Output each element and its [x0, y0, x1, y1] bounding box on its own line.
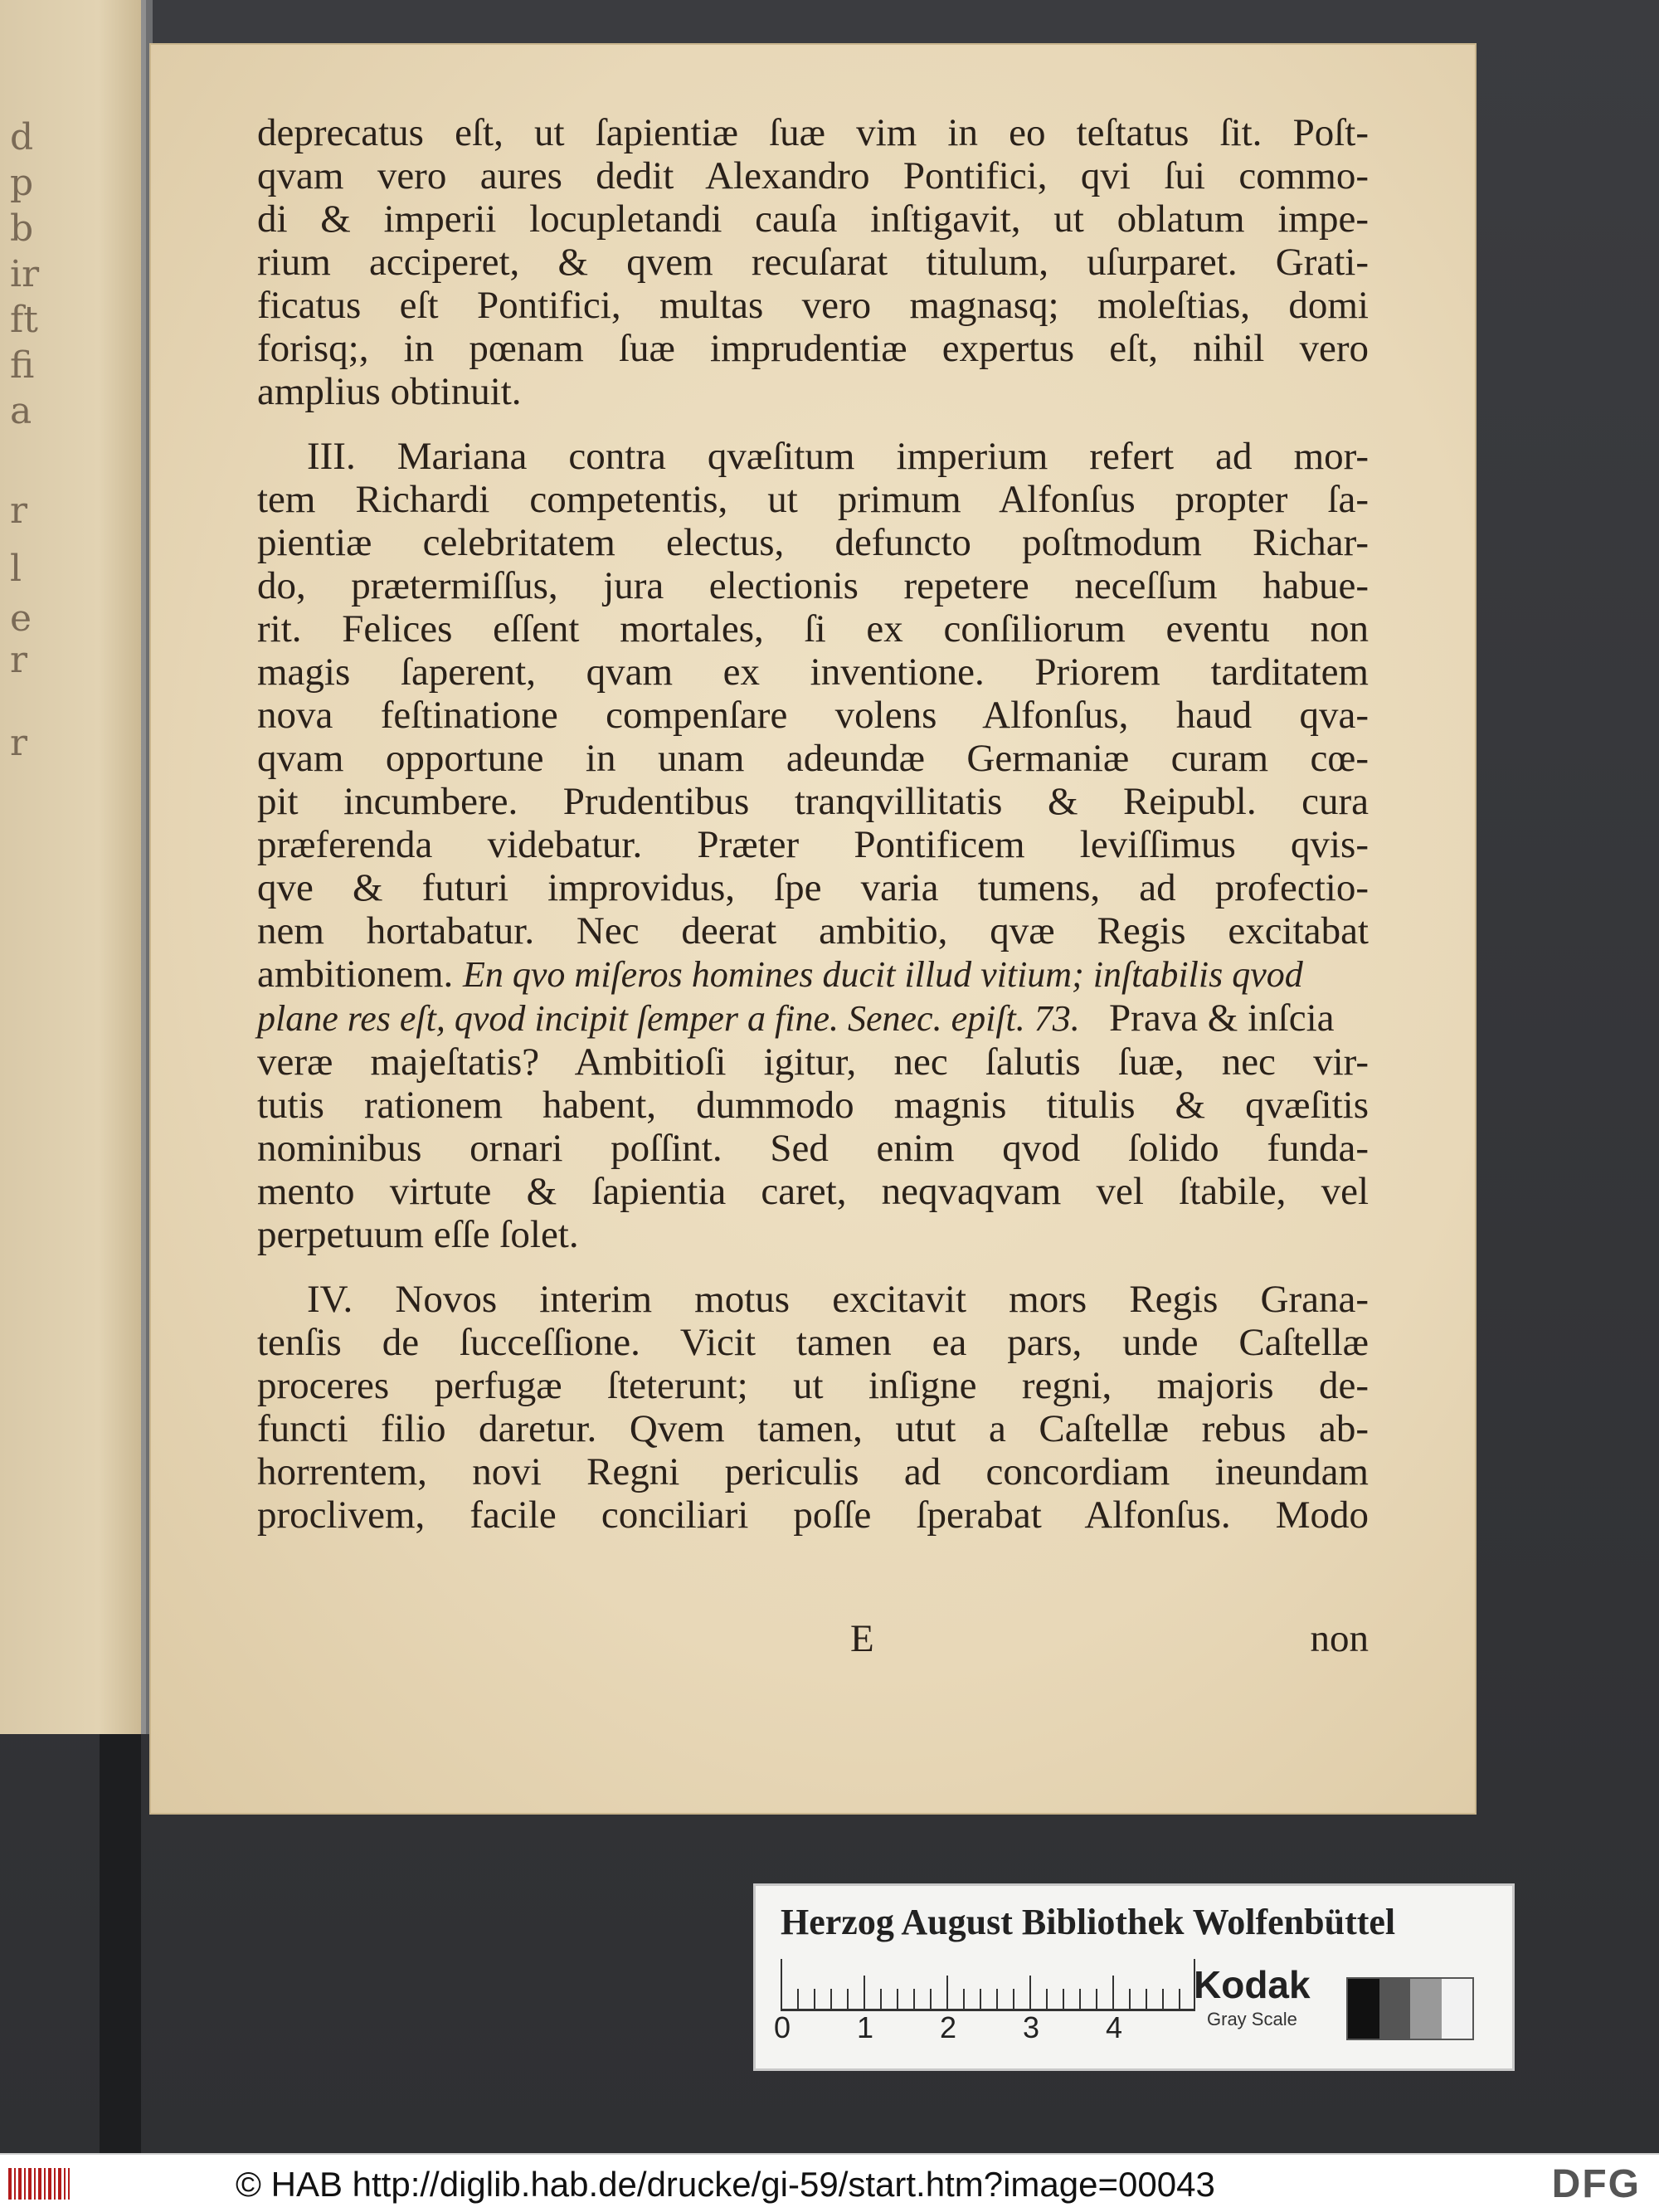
- text-line: proclivem, facile conciliari poſſe ſperabat Alfonſus. Modo: [257, 1493, 1369, 1537]
- paragraph-1: [257, 111, 1369, 413]
- margin-fragment: p: [10, 162, 34, 204]
- margin-fragment: r: [10, 490, 28, 532]
- margin-fragment: l: [10, 548, 22, 590]
- text-line: tutis rationem habent, dummodo magnis titulis & qvæſitis: [257, 1084, 1369, 1127]
- text-line: veræ majeſtatis? Ambitioſi igitur, nec ſalutis ſuæ, nec vir-: [257, 1040, 1369, 1084]
- text-line: amplius obtinuit.: [257, 370, 522, 413]
- hab-logo-icon: [8, 2168, 70, 2200]
- page-footer-line: [257, 1616, 1369, 1659]
- kodak-logo: Kodak: [1194, 1963, 1311, 2006]
- text-line: IV. Novos interim motus excitavit mors Regis Grana-: [307, 1278, 1369, 1321]
- text-line: qve & futuri improvidus, ſpe varia tumens, ad profectio-: [257, 866, 1369, 909]
- margin-fragment: b: [10, 207, 34, 250]
- catchword: non: [1310, 1617, 1369, 1660]
- text-line: nominibus ornari poſſint. Sed enim qvod ſolido funda-: [257, 1127, 1369, 1170]
- text-line: III. Mariana contra qvæſitum imperium refert ad mor-: [307, 435, 1369, 478]
- body-text: [257, 111, 1369, 1558]
- margin-fragment: r: [10, 722, 28, 764]
- text-line: pit incumbere. Prudentibus tranqvillitatis & Reipubl. cura: [257, 780, 1369, 823]
- text-line: pientiæ celebritatem electus, defuncto poſtmodum Richar-: [257, 521, 1369, 564]
- library-scale-card: [753, 1883, 1515, 2071]
- text-line: rit. Felices eſſent mortales, ſi ex conſiliorum eventu non: [257, 607, 1369, 650]
- margin-fragment: r: [10, 639, 28, 681]
- text-line: qvam opportune in unam adeundæ Germaniæ curam cœ-: [257, 737, 1369, 780]
- dfg-logo: DFG: [1551, 2162, 1641, 2206]
- library-name: Herzog August Bibliothek Wolfenbüttel: [781, 1902, 1396, 1942]
- text-line: perpetuum eſſe ſolet.: [257, 1213, 579, 1256]
- paragraph-2: [257, 435, 1369, 1256]
- text-line: di & imperii locupletandi cauſa inſtigavit, ut oblatum impe-: [257, 197, 1369, 241]
- ruler-number: 0: [774, 2010, 791, 2044]
- text-line: ficatus eſt Pontifici, multas vero magnasq; moleſtias, domi: [257, 284, 1369, 327]
- text-line: horrentem, novi Regni periculis ad concordiam ineundam: [257, 1450, 1369, 1493]
- quotation-italic: plane res eſt, qvod incipit ſemper a fine. Senec. epiſt. 73.: [257, 998, 1080, 1039]
- text-line-mixed: [257, 996, 1369, 1040]
- ruler-number: 2: [940, 2010, 957, 2044]
- text-fragment: ambitionem.: [257, 953, 454, 996]
- text-line: magis ſaperent, qvam ex inventione. Priorem tarditatem: [257, 650, 1369, 694]
- text-line: forisq;, in pœnam ſuæ imprudentiæ expertus eſt, nihil vero: [257, 327, 1369, 370]
- ruler-numbers: [774, 2010, 1205, 2049]
- text-line: mento virtute & ſapientia caret, neqvaqvam vel ſtabile, vel: [257, 1170, 1369, 1213]
- ruler-number: 1: [857, 2010, 874, 2044]
- source-url[interactable]: © HAB http://diglib.hab.de/drucke/gi-59/start.htm?image=00043: [236, 2165, 1215, 2204]
- measurement-ruler: [781, 1959, 1195, 2011]
- document-page: [149, 43, 1477, 1815]
- signature-mark: E: [850, 1617, 874, 1660]
- quotation-italic: En qvo miſeros homines ducit illud vitium; inſtabilis qvod: [463, 954, 1303, 995]
- text-line: deprecatus eſt, ut ſapientiæ ſuæ vim in eo teſtatus ſit. Poſt-: [257, 111, 1369, 154]
- text-line: tenſis de ſucceſſione. Vicit tamen ea pars, unde Caſtellæ: [257, 1321, 1369, 1364]
- margin-fragment: fi: [10, 344, 35, 387]
- text-line-mixed: [257, 953, 1369, 996]
- text-line: do, prætermiſſus, jura electionis repetere neceſſum habue-: [257, 564, 1369, 607]
- gray-scale-patches: [1346, 1977, 1474, 2040]
- margin-fragment: ft: [10, 299, 38, 341]
- text-line: tem Richardi competentis, ut primum Alfonſus propter ſa-: [257, 478, 1369, 521]
- ruler-number: 3: [1023, 2010, 1040, 2044]
- ruler-number: 4: [1106, 2010, 1123, 2044]
- text-line: functi filio daretur. Qvem tamen, utut a Caſtellæ rebus ab-: [257, 1407, 1369, 1450]
- text-line: proceres perfugæ ſteterunt; ut inſigne regni, majoris de-: [257, 1364, 1369, 1407]
- text-fragment: Prava & inſcia: [1109, 996, 1335, 1040]
- text-line: præferenda videbatur. Præter Pontificem leviſſimus qvis-: [257, 823, 1369, 866]
- margin-fragment: ir: [10, 253, 40, 295]
- text-line: nova feſtinatione compenſare volens Alfonſus, haud qva-: [257, 694, 1369, 737]
- margin-fragment: d: [10, 116, 34, 158]
- gray-scale-label: Gray Scale: [1207, 2009, 1297, 2029]
- text-line: rium acciperet, & qvem recuſarat titulum, uſurparet. Grati-: [257, 241, 1369, 284]
- margin-fragment: e: [10, 597, 32, 640]
- facing-page-edge: [0, 0, 146, 1734]
- margin-fragment: a: [10, 390, 32, 432]
- text-line: nem hortabatur. Nec deerat ambitio, qvæ Regis excitabat: [257, 909, 1369, 953]
- book-spine: [100, 1734, 141, 2153]
- paragraph-3: [257, 1278, 1369, 1537]
- text-line: qvam vero aures dedit Alexandro Pontifici, qvi ſui commo-: [257, 154, 1369, 197]
- footer-bar: [0, 2153, 1659, 2212]
